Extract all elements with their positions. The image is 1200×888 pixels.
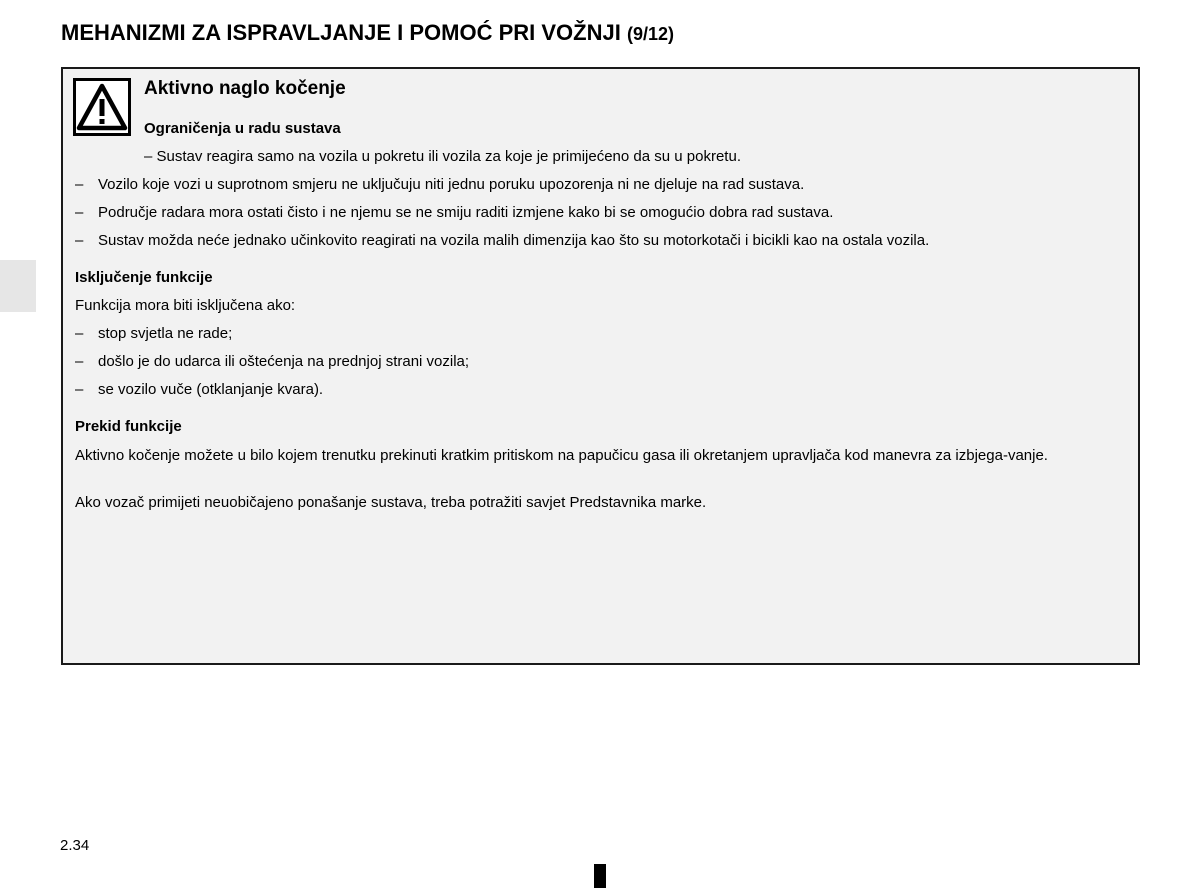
list-item-text: Vozilo koje vozi u suprotnom smjeru ne uključuju niti jednu poruku upozorenja ni ne djeluje na rad sustava. [98, 176, 805, 193]
interruption-heading: Prekid funkcije [75, 418, 182, 435]
advice-paragraph: Ako vozač primijeti neuobičajeno ponašanje sustava, treba potražiti savjet Predstavnika marke. [75, 494, 707, 511]
dash-marker: – [75, 176, 84, 193]
page-part-indicator: (9/12) [626, 24, 674, 44]
limitations-intro [144, 148, 741, 165]
warning-box [61, 67, 1140, 665]
dash-marker: – [75, 353, 84, 370]
list-item [75, 176, 804, 193]
list-item [75, 232, 929, 249]
dash-marker: – [75, 381, 84, 398]
page-title-text: MEHANIZMI ZA ISPRAVLJANJE I POMOĆ PRI VOŽNJI [61, 20, 621, 45]
list-item [75, 325, 232, 342]
deactivation-heading: Isključenje funkcije [75, 269, 213, 286]
dash-marker: – [75, 325, 84, 342]
deactivation-intro: Funkcija mora biti isključena ako: [75, 297, 296, 314]
list-item-text: stop svjetla ne rade; [98, 325, 233, 342]
page-number: 2.34 [60, 837, 90, 854]
box-heading: Aktivno naglo kočenje [144, 78, 346, 99]
list-item [75, 204, 833, 221]
page-title [61, 20, 674, 46]
chapter-side-tab [0, 260, 36, 312]
list-item-text: se vozilo vuče (otklanjanje kvara). [98, 381, 324, 398]
list-item [75, 353, 469, 370]
dash-marker: – [75, 204, 84, 221]
list-item-text: Sustav možda neće jednako učinkovito reagirati na vozila malih dimenzija kao što su motorkotači i bicikli kao na ostala vozila. [98, 232, 930, 249]
page-edge-marker [594, 864, 606, 888]
dash-marker: – [144, 148, 153, 165]
interruption-paragraph: Aktivno kočenje možete u bilo kojem trenutku prekinuti kratkim pritiskom na papučicu gasa ili okretanjem upravljača kod manevra za izbjega-vanje. [75, 447, 1048, 464]
list-item [75, 381, 323, 398]
warning-triangle-icon [73, 78, 131, 136]
limitations-heading: Ograničenja u radu sustava [144, 120, 341, 137]
list-item-text: došlo je do udarca ili oštećenja na prednjoj strani vozila; [98, 353, 470, 370]
list-item-text: Područje radara mora ostati čisto i ne njemu se ne smiju raditi izmjene kako bi se omogućio dobra rad sustava. [98, 204, 834, 221]
dash-marker: – [75, 232, 84, 249]
limitations-intro-text: Sustav reagira samo na vozila u pokretu ili vozila za koje je primijećeno da su u pokretu. [156, 148, 741, 165]
